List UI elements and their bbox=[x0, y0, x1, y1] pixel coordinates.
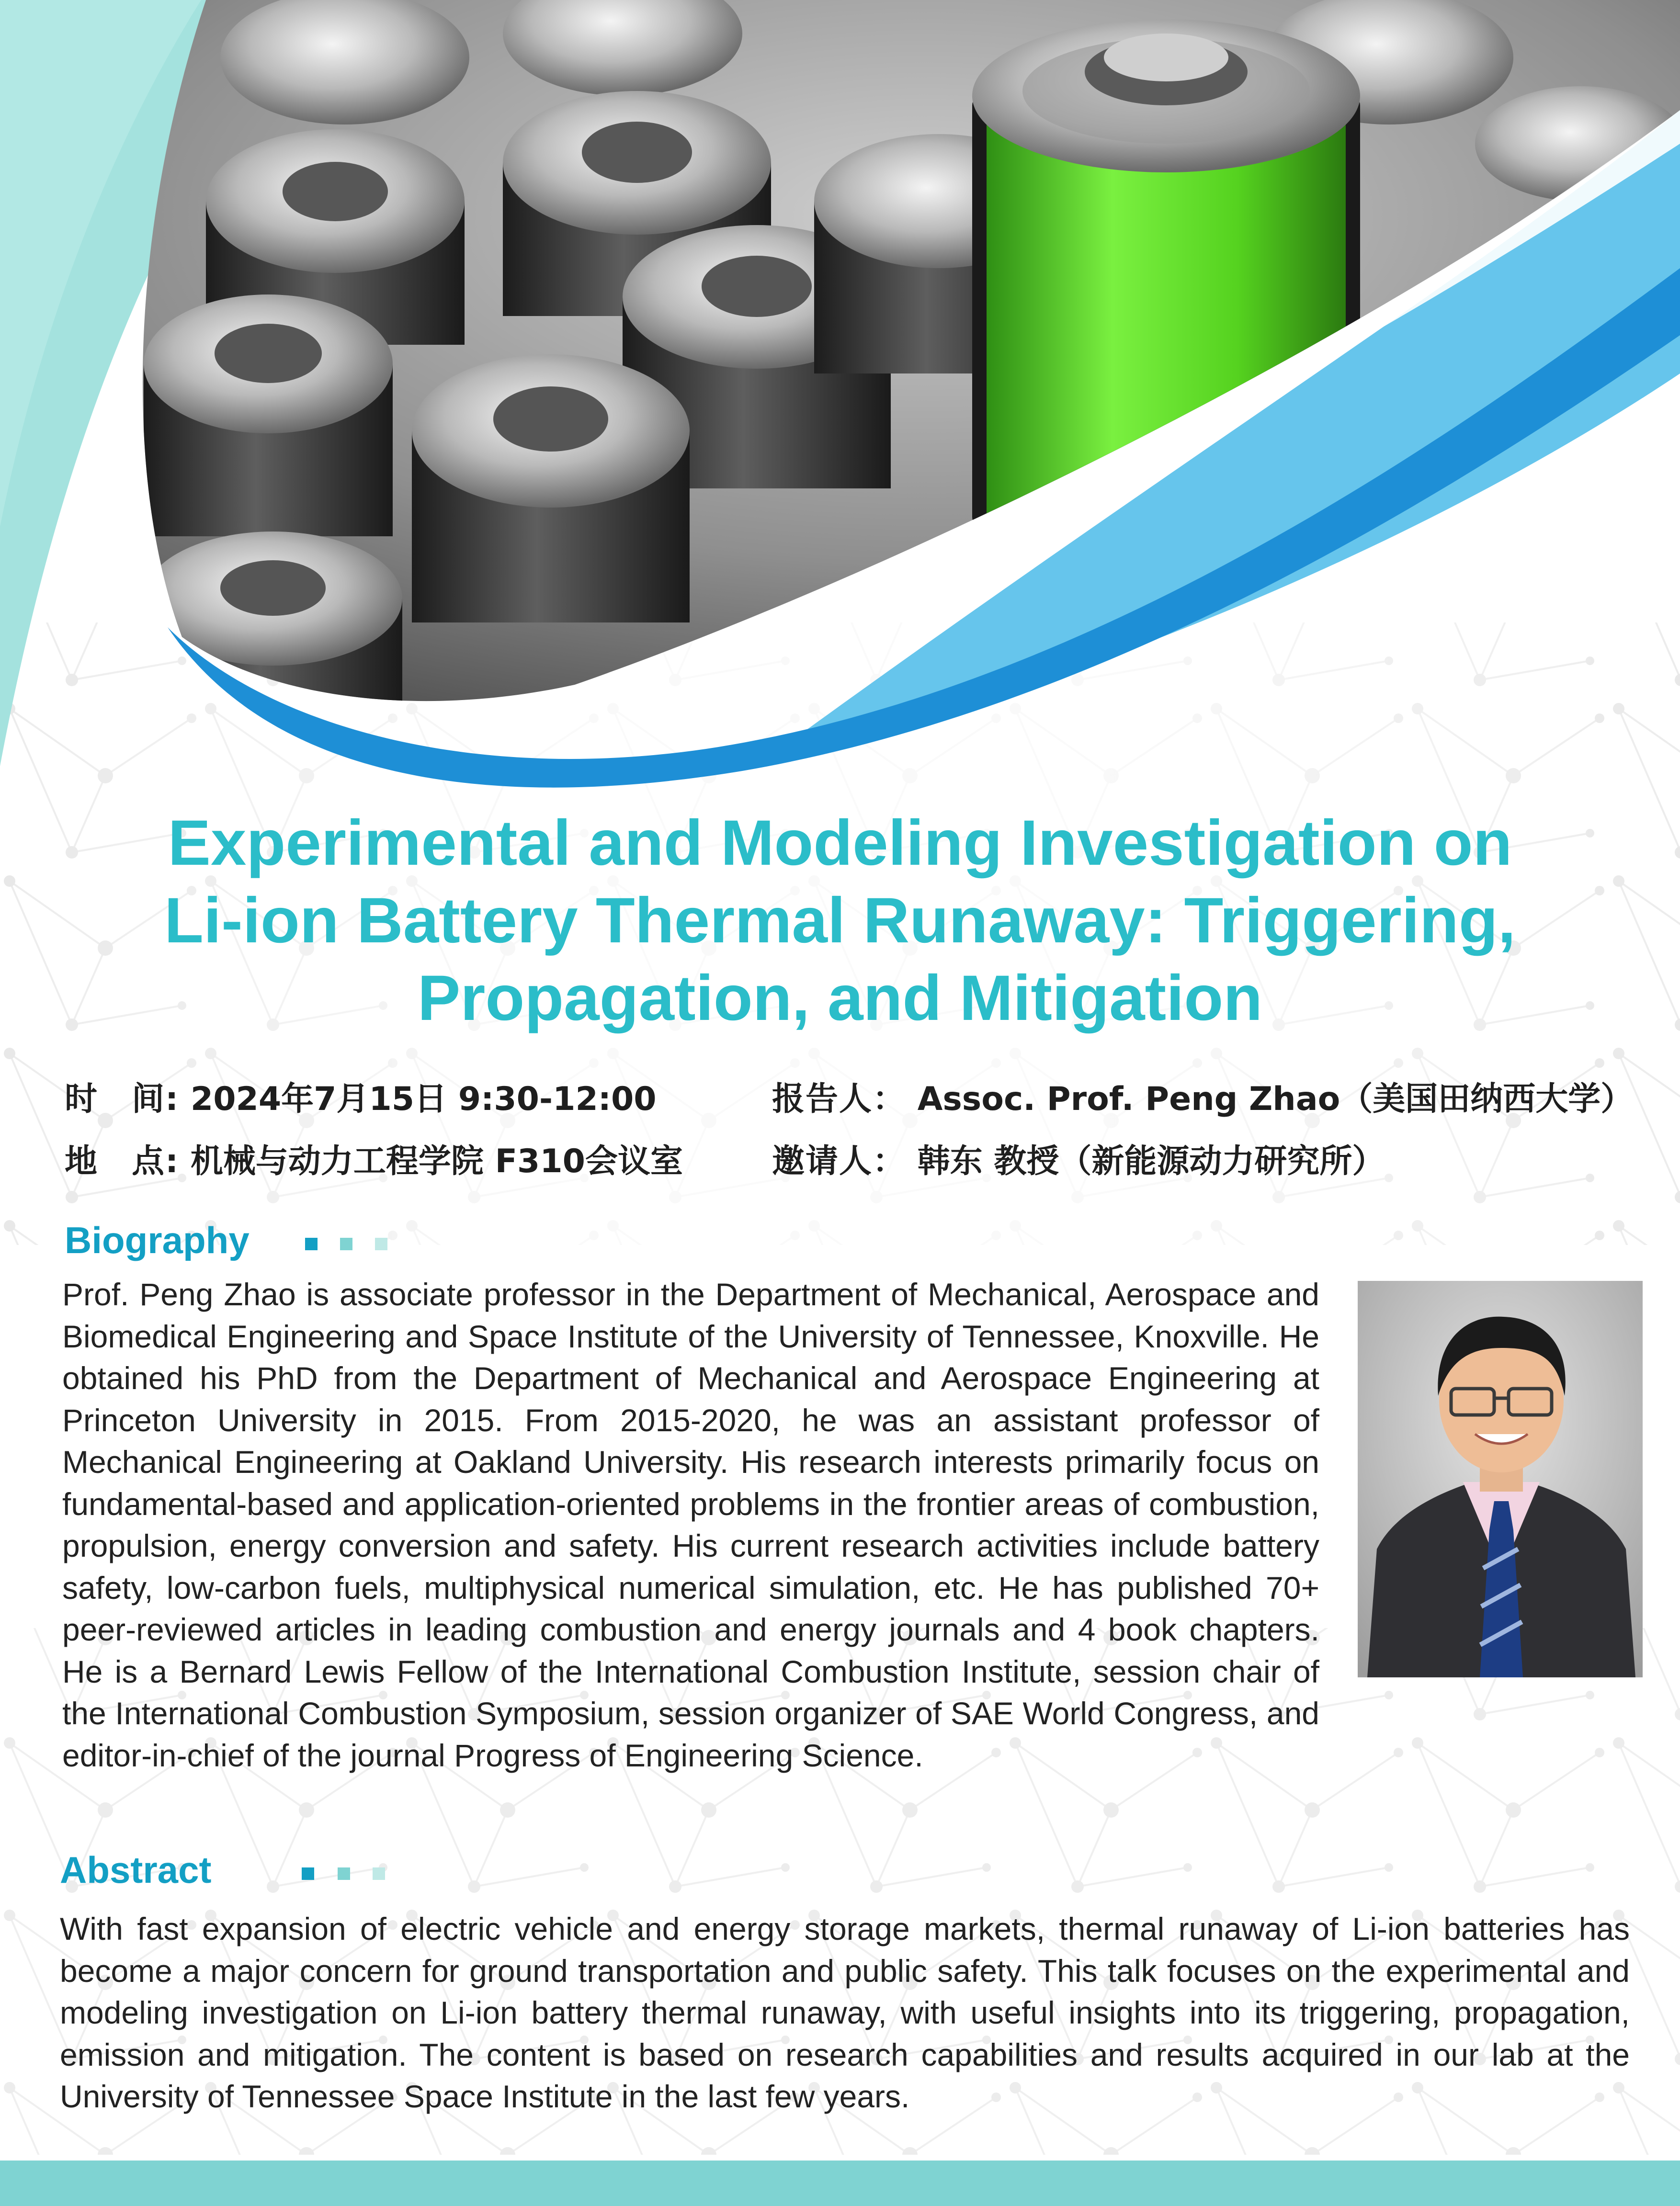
talk-title-line-2: Li-ion Battery Thermal Runaway: Triggering, bbox=[164, 885, 1516, 956]
talk-title-line-1: Experimental and Modeling Investigation on bbox=[168, 807, 1512, 879]
place-label: 地 点: bbox=[65, 1143, 180, 1180]
biography-heading: Biography bbox=[65, 1219, 250, 1261]
time-value: 2024年7月15日 9:30-12:00 bbox=[190, 1080, 657, 1118]
heading-square-icon bbox=[338, 1867, 350, 1880]
heading-square-icon bbox=[340, 1238, 352, 1250]
heading-square-icon bbox=[302, 1867, 314, 1880]
talk-title-line-3: Propagation, and Mitigation bbox=[417, 962, 1263, 1034]
speaker-photo bbox=[1358, 1281, 1643, 1677]
speaker-row bbox=[772, 1080, 1633, 1119]
heading-square-icon bbox=[305, 1238, 318, 1250]
heading-square-icon bbox=[375, 1238, 387, 1250]
time-row bbox=[65, 1080, 657, 1119]
biography-text: Prof. Peng Zhao is associate professor in the Department of Mechanical, Aerospace and Biomedical Engineering and Space Institute of the University of Tennessee, Knoxville. He obtained his PhD from the Department of Mechanical and Aerospace Engineering at Princeton University in 2015. From 2015-2020, he was an assistant professor of Mechanical Engineering at Oakland University. His research interests primarily focus on fundamental-based and application-oriented problems in the frontier areas of combustion, propulsion, energy conversion and safety. His current research activities include battery safety, low-carbon fuels, multiphysical numerical simulation, etc. He has published 70+ peer-reviewed articles in leading combustion and energy journals and 4 book chapters. He is a Bernard Lewis Fellow of the International Combustion Institute, session chair of the International Combustion Symposium, session organizer of SAE World Congress, and editor-in-chief of the journal Progress of Engineering Science. bbox=[62, 1277, 1319, 1773]
talk-title bbox=[0, 804, 1680, 1037]
abstract-text: With fast expansion of electric vehicle and energy storage markets, thermal runaway of Li-ion batteries has become a major concern for ground transportation and public safety. This talk focuses on the experimental and modeling investigation on Li-ion battery thermal runaway, with useful insights into its triggering, propagation, emission and mitigation. The content is based on research capabilities and results acquired in our lab at the University of Tennessee Space Institute in the last few years. bbox=[60, 1911, 1630, 2114]
host-value: 韩东 教授（新能源动力研究所） bbox=[917, 1143, 1385, 1180]
heading-square-icon bbox=[373, 1867, 385, 1880]
place-value: 机械与动力工程学院 F310会议室 bbox=[190, 1143, 683, 1180]
abstract-heading: Abstract bbox=[60, 1849, 212, 1891]
host-row bbox=[772, 1143, 1385, 1181]
speaker-label: 报告人： bbox=[772, 1080, 907, 1118]
place-row bbox=[65, 1143, 683, 1181]
host-label: 邀请人： bbox=[772, 1143, 907, 1180]
time-label: 时 间: bbox=[65, 1080, 180, 1118]
footer-bar bbox=[0, 2161, 1680, 2206]
speaker-value: Assoc. Prof. Peng Zhao（美国田纳西大学） bbox=[917, 1080, 1634, 1118]
